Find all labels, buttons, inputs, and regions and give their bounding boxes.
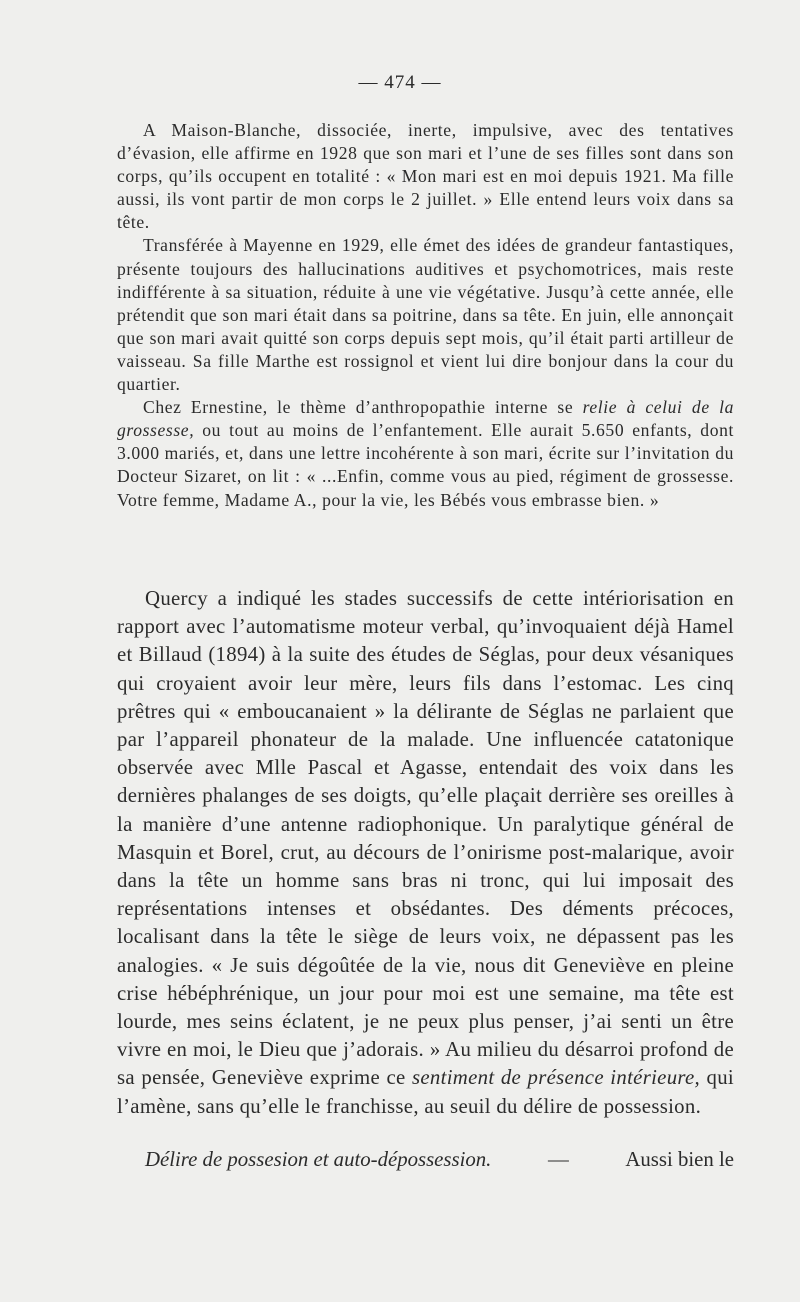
- quercy-text-before: Quercy a indiqué les stades successifs de cette intériorisation en rapport avec l’automatisme moteur verbal, qu’invoquaient déjà Hamel et Billaud (1894) à la suite des études de Séglas, pour deux vésaniques qui croyaient avoir leur mère, leurs fils dans l’estomac. Les cinq prêtres qui « emboucanaient » la délirante de Séglas ne parlaient que par l’appareil phonateur de la malade. Une influencée catatonique observée avec Mlle Pascal et Agasse, entendait des voix dans les dernières phalanges de ses doigts, qu’elle plaçait derrière ses oreilles à la manière d’une antenne radiophonique. Un paralytique général de Masquin et Borel, crut, au décours de l’onirisme post-malarique, avoir dans la tête un homme sans bras ni tronc, qui lui imposait des représentations intenses et obsédantes. Des déments précoces, localisant dans la tête le siège de leurs voix, ne dépassent pas les analogies. « Je suis dégoûtée de la vie, nous dit Geneviève en pleine crise hébéphrénique, un jour pour moi est une semaine, ma tête est lourde, mes seins éclatent, je ne peux plus penser, j’ai senti un être vivre en moi, le Dieu que j’adorais. » Au milieu du désarroi profond de sa pensée, Geneviève exprime ce: [117, 587, 734, 1090]
- section-heading-line: [145, 1146, 734, 1174]
- quercy-italic-phrase: sentiment de présence intérieure,: [412, 1066, 701, 1090]
- section-heading-dash: —: [547, 1148, 569, 1171]
- paragraph-ernestine: [117, 396, 734, 511]
- quercy-text-after: qui l’amène, sans qu’elle le franchisse, au seuil du délire de possession.: [117, 1066, 734, 1118]
- section-heading-continuation: Aussi bien le: [625, 1148, 734, 1171]
- ernestine-text-before: Chez Ernestine, le thème d’anthropopathie interne se: [143, 397, 583, 418]
- ernestine-italic-phrase: relie à celui de la grossesse,: [117, 397, 734, 441]
- page-number: — 474 —: [358, 72, 442, 93]
- paragraph-quercy: [117, 585, 734, 1121]
- small-text-block: [117, 119, 734, 512]
- paragraph-mayenne: Transférée à Mayenne en 1929, elle émet des idées de grandeur fantastiques, présente toujours des hallucinations auditives et psychomotrices, mais reste indifférente à sa situation, réduite à une vie végétative. Jusqu’à cette année, elle prétendit que son mari était dans sa poitrine, dans sa tête. En juin, elle annonçait que son mari avait quitté son corps depuis sept mois, qu’il était parti artilleur de vaisseau. Sa fille Marthe est rossignol et vient lui dire bonjour dans la cour du quartier.: [117, 235, 734, 395]
- ernestine-text-after: ou tout au moins de l’enfantement. Elle aurait 5.650 enfants, dont 3.000 mariés, et, dans une lettre incohérente à son mari, écrite sur l’invitation du Docteur Sizaret, on lit : « ...Enfin, comme vous au pied, régiment de grossesse. Votre femme, Madame A., pour la vie, les Bébés vous embrasse bien. »: [117, 420, 734, 510]
- paragraph-maison-blanche: A Maison-Blanche, dissociée, inerte, impulsive, avec des tentatives d’évasion, elle affirme en 1928 que son mari et l’une de ses filles sont dans son corps, qu’ils occupent en totalité : « Mon mari est en moi depuis 1921. Ma fille aussi, ils vont partir de mon corps le 2 juillet. » Elle entend leurs voix dans sa tête.: [117, 120, 734, 233]
- section-heading-title: Délire de possesion et auto-dépossession.: [145, 1148, 492, 1171]
- main-text-block: [117, 585, 734, 1121]
